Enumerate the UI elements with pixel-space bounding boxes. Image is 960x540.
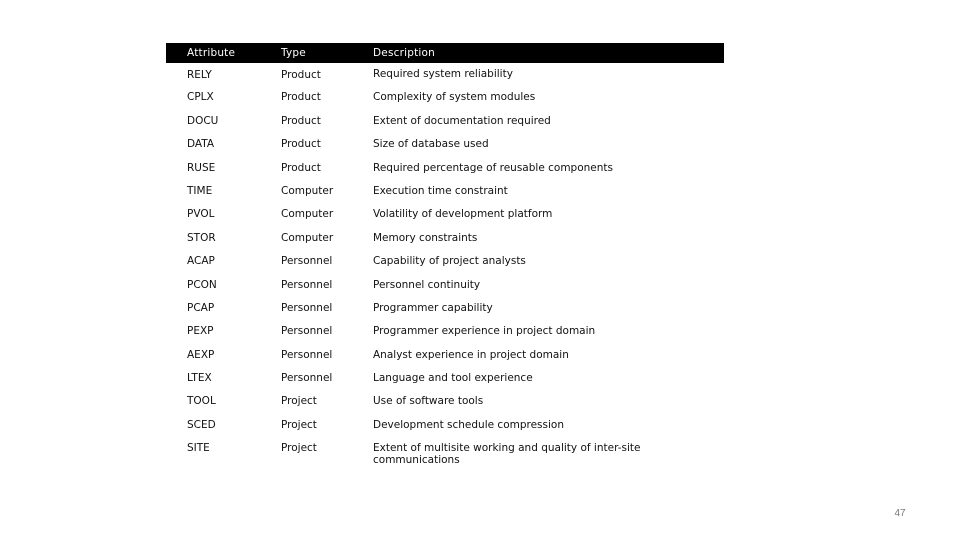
cell-description: Programmer experience in project domain: [373, 325, 596, 338]
cell-description: Personnel continuity: [373, 278, 481, 291]
cell-type: Personnel: [281, 325, 333, 338]
header-attribute: Attribute: [166, 43, 260, 63]
cell-description: Size of database used: [373, 138, 489, 151]
table-row: [166, 274, 724, 297]
cell-description: Volatility of development platform: [373, 208, 553, 221]
cell-type: Project: [281, 418, 317, 431]
page-number: 47: [894, 508, 906, 519]
table-row: [166, 63, 724, 86]
cell-type: Computer: [281, 208, 334, 221]
cell-attribute: SITE: [187, 442, 210, 455]
cell-attribute: SCED: [187, 418, 216, 431]
table-row: [166, 390, 724, 413]
cell-description: Capability of project analysts: [373, 255, 526, 268]
cell-type: Personnel: [281, 255, 333, 268]
cell-attribute: PCAP: [187, 301, 215, 314]
cell-type: Project: [281, 442, 317, 455]
cell-description: Use of software tools: [373, 395, 484, 408]
table-row: [166, 180, 724, 203]
cell-attribute: LTEX: [187, 372, 212, 385]
cell-type: Product: [281, 161, 321, 174]
cell-type: Product: [281, 91, 321, 104]
table-row: [166, 157, 724, 180]
table-row: [166, 367, 724, 390]
table-row: [166, 250, 724, 273]
header-type: Type: [260, 43, 352, 63]
cell-description: Development schedule compression: [373, 418, 564, 431]
table-body: [166, 63, 724, 467]
cell-type: Personnel: [281, 301, 333, 314]
table-row: [166, 110, 724, 133]
cell-description: Required percentage of reusable components: [373, 161, 613, 174]
cell-attribute: TIME: [187, 184, 213, 197]
cell-attribute: PCON: [187, 278, 217, 291]
cell-attribute: STOR: [187, 231, 216, 244]
cell-description: Extent of documentation required: [373, 114, 551, 127]
cell-type: Product: [281, 114, 321, 127]
cell-attribute: DOCU: [187, 114, 219, 127]
cell-type: Personnel: [281, 348, 333, 361]
cell-type: Computer: [281, 231, 334, 244]
table-row: [166, 203, 724, 226]
cell-description: Analyst experience in project domain: [373, 348, 569, 361]
cell-attribute: AEXP: [187, 348, 215, 361]
cell-type: Personnel: [281, 372, 333, 385]
cell-type: Personnel: [281, 278, 333, 291]
table-row: [166, 227, 724, 250]
cost-attributes-table-image: [166, 43, 724, 467]
table-row: [166, 320, 724, 343]
cell-attribute: PEXP: [187, 325, 214, 338]
table-row: [166, 344, 724, 367]
table-header-row: [166, 43, 724, 63]
cell-type: Product: [281, 138, 321, 151]
cell-description: Extent of multisite working and quality of inter-site communications: [373, 442, 641, 467]
cell-attribute: ACAP: [187, 255, 215, 268]
cell-attribute: RELY: [187, 69, 212, 81]
cell-type: Project: [281, 395, 317, 408]
cell-attribute: CPLX: [187, 91, 214, 104]
table-row: [166, 86, 724, 109]
cell-attribute: DATA: [187, 138, 215, 151]
table-row: [166, 297, 724, 320]
cell-description: Complexity of system modules: [373, 91, 536, 104]
cell-description: Memory constraints: [373, 231, 478, 244]
cell-attribute: TOOL: [187, 395, 216, 408]
cost-attributes-table: [166, 43, 724, 467]
table-row: [166, 133, 724, 156]
cell-attribute: PVOL: [187, 208, 215, 221]
cell-description: Language and tool experience: [373, 372, 533, 385]
cell-type: Computer: [281, 184, 334, 197]
cell-type: Product: [281, 69, 321, 81]
cell-description: Execution time constraint: [373, 184, 508, 197]
header-description: Description: [352, 43, 724, 63]
cell-attribute: RUSE: [187, 161, 216, 174]
cell-description: Programmer capability: [373, 301, 493, 314]
table-row: [166, 437, 724, 467]
table-row: [166, 414, 724, 437]
cell-description: Required system reliability: [373, 68, 513, 80]
